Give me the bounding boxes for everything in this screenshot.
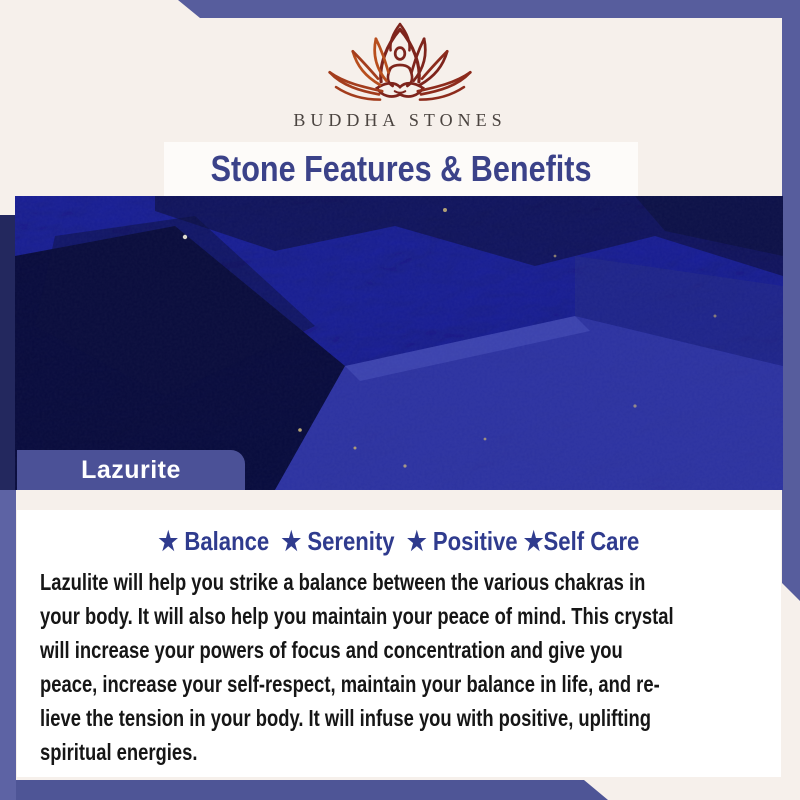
frame-top-bar	[0, 0, 800, 18]
stone-description	[40, 565, 781, 769]
description-line: spiritual energies.	[40, 739, 198, 765]
stone-name: Lazurite	[81, 455, 181, 484]
brand-logo	[0, 22, 800, 131]
benefits-text: ★ Balance ★ Serenity ★ Positive ★Self Care	[158, 526, 640, 556]
content-panel	[17, 510, 781, 777]
photo-shadow-strip	[0, 215, 15, 490]
description-line: will increase your powers of focus and concentration and give you	[40, 637, 623, 663]
lazurite-rock-photo	[15, 196, 783, 490]
frame-left-strip	[0, 490, 16, 800]
stone-name-band	[17, 450, 245, 490]
benefits-line	[17, 526, 781, 557]
description-line: peace, increase your self-respect, maintain your balance in life, and re-	[40, 671, 660, 697]
description-line: Lazulite will help you strike a balance between the various chakras in	[40, 569, 646, 595]
title-band	[164, 142, 638, 196]
frame-bottom-bar	[0, 780, 608, 800]
lotus-meditation-icon	[0, 22, 800, 108]
description-line: your body. It will also help you maintain your peace of mind. This crystal	[40, 603, 674, 629]
brand-name: BUDDHA STONES	[293, 110, 507, 130]
description-line: lieve the tension in your body. It will infuse you with positive, uplifting	[40, 705, 651, 731]
page-title: Stone Features & Benefits	[210, 148, 592, 189]
